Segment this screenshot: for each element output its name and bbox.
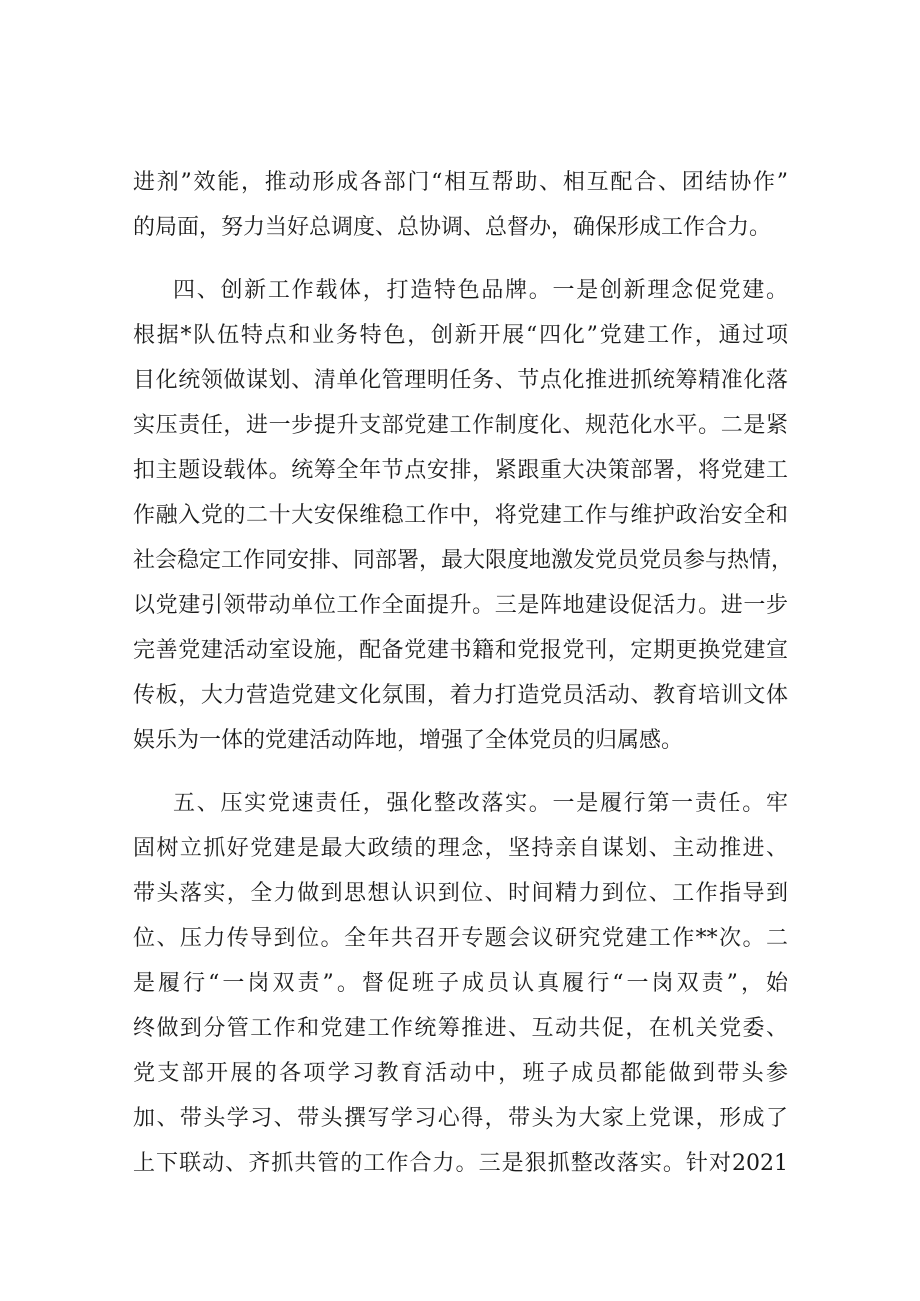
text-line: 终做到分管工作和党建工作统筹推进、互动共促，在机关党委、 xyxy=(133,1016,788,1041)
text-line: 是履行“一岗双责”。督促班子成员认真履行“一岗双责”，始 xyxy=(133,971,788,996)
text-line: 传板，大力营造党建文化氛围，着力打造党员活动、教育培训文体 xyxy=(133,683,788,708)
text-line: 根据*队伍特点和业务特色，创新开展“四化”党建工作，通过项 xyxy=(133,323,788,348)
text-line: 进剂”效能，推动形成各部门“相互帮助、相互配合、团结协作” xyxy=(133,170,788,195)
text-line: 的局面，努力当好总调度、总协调、总督办，确保形成工作合力。 xyxy=(133,215,772,240)
text-line: 上下联动、齐抓共管的工作合力。三是狠抓整改落实。针对2021 xyxy=(133,1151,788,1176)
text-line: 以党建引领带动单位工作全面提升。三是阵地建设促活力。进一步 xyxy=(133,593,788,618)
section-heading-line: 四、创新工作载体，打造特色品牌。一是创新理念促党建。 xyxy=(173,278,788,303)
text-line: 带头落实，全力做到思想认识到位、时间精力到位、工作指导到 xyxy=(133,881,788,906)
text-line: 完善党建活动室设施，配备党建书籍和党报党刊，定期更换党建宣 xyxy=(133,638,788,663)
text-line: 作融入党的二十大安保维稳工作中，将党建工作与维护政治安全和 xyxy=(133,503,788,528)
section-heading-line: 五、压实党速责任，强化整改落实。一是履行第一责任。牢 xyxy=(173,791,788,816)
text-line: 目化统领做谋划、清单化管理明任务、节点化推进抓统筹精准化落 xyxy=(133,368,788,393)
text-line: 加、带头学习、带头撰写学习心得，带头为大家上党课，形成了 xyxy=(133,1106,788,1131)
text-line: 党支部开展的各项学习教育活动中，班子成员都能做到带头参 xyxy=(133,1061,788,1086)
text-line: 社会稳定工作同安排、同部署，最大限度地激发党员党员参与热情， xyxy=(133,548,794,573)
text-line: 位、压力传导到位。全年共召开专题会议研究党建工作**次。二 xyxy=(133,926,788,951)
text-line: 实压责任，进一步提升支部党建工作制度化、规范化水平。二是紧 xyxy=(133,413,788,438)
text-line: 固树立抓好党建是最大政绩的理念，坚持亲自谋划、主动推进、 xyxy=(133,836,788,861)
text-line: 娱乐为一体的党建活动阵地，增强了全体党员的归属感。 xyxy=(133,728,684,753)
text-line: 扣主题设载体。统筹全年节点安排，紧跟重大决策部署，将党建工 xyxy=(133,458,788,483)
